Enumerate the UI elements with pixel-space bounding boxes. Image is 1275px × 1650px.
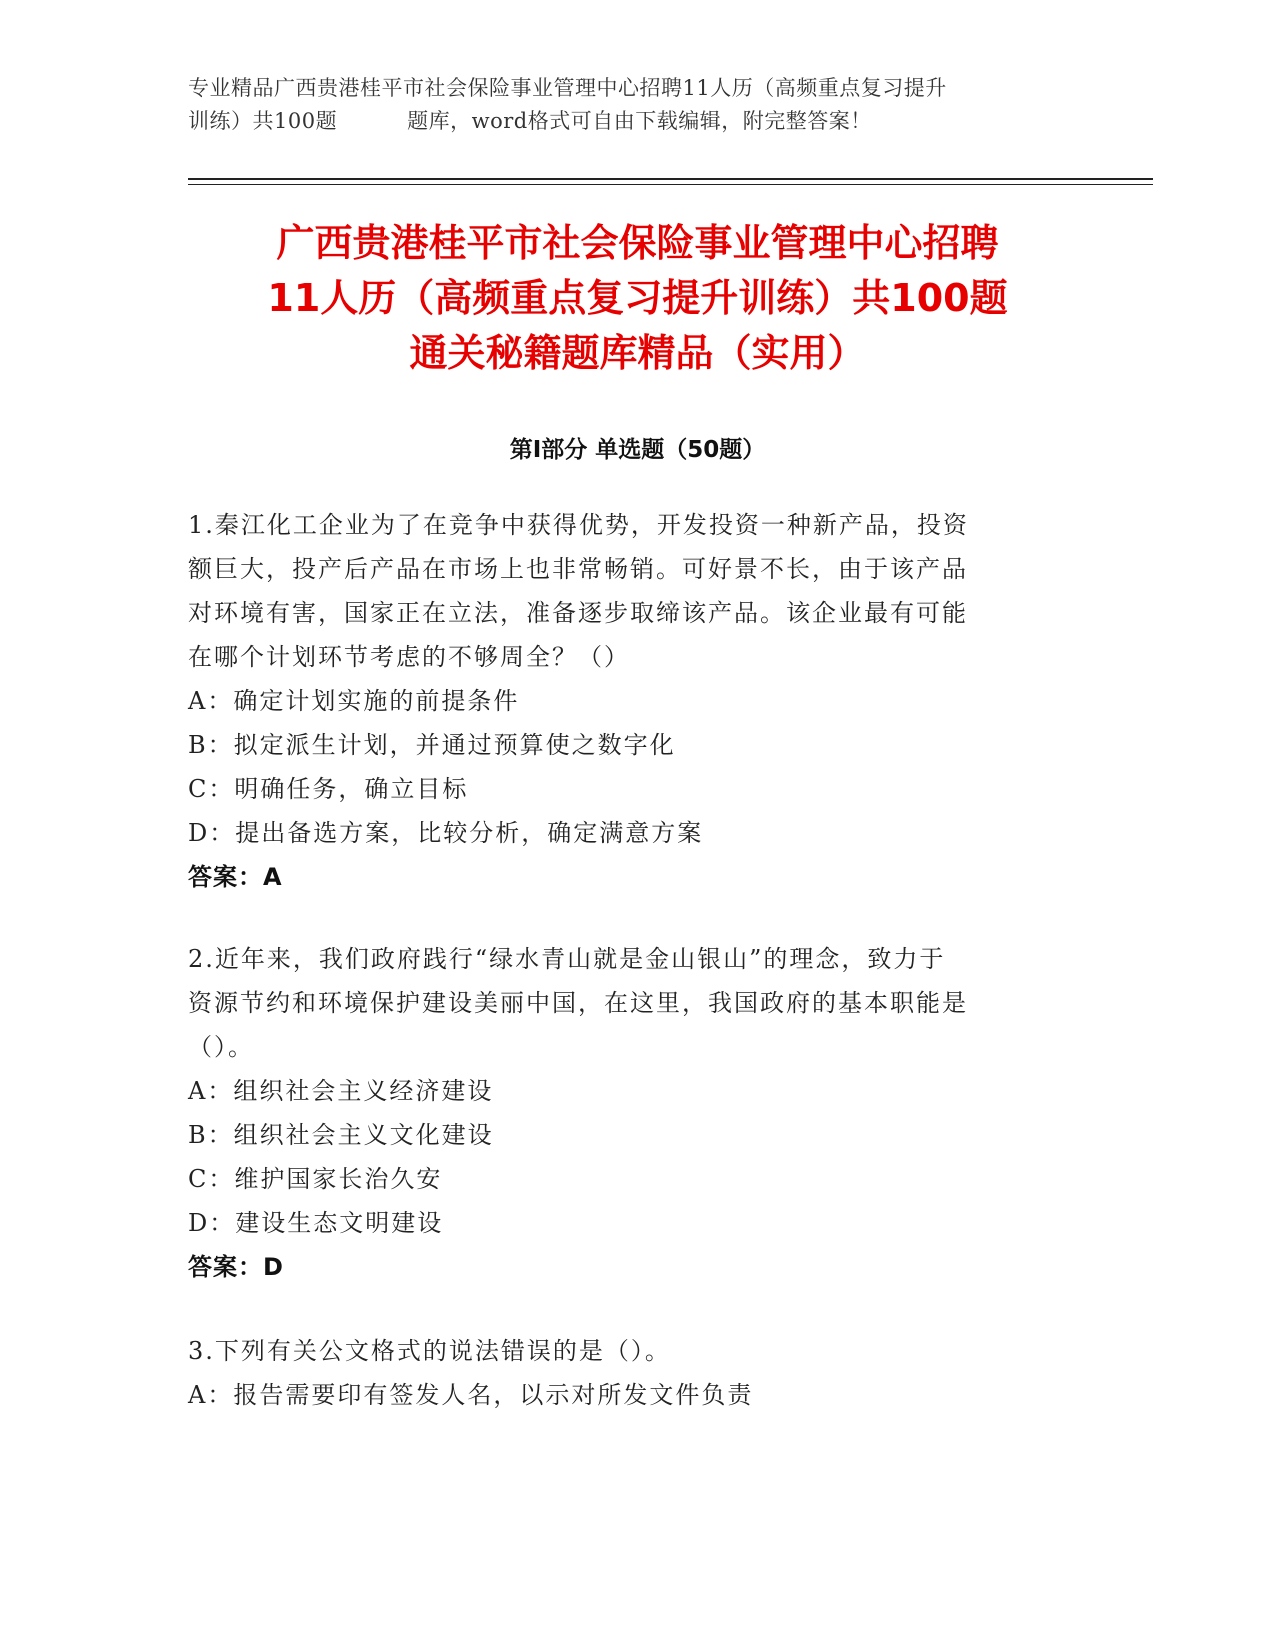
stem-line: （）。 — [188, 1033, 254, 1061]
option-a: A：报告需要印有签发人名，以示对所发文件负责 — [188, 1381, 754, 1409]
option-c: C：明确任务，确立目标 — [188, 775, 469, 803]
document-title — [150, 216, 1125, 381]
option-c: C：维护国家长治久安 — [188, 1165, 443, 1193]
stem-line: 资源节约和环境保护建设美丽中国，在这里，我国政府的基本职能是 — [188, 989, 968, 1017]
question-stem — [188, 1329, 1068, 1373]
stem-line: 对环境有害，国家正在立法，准备逐步取缔该产品。该企业最有可能 — [188, 599, 968, 627]
header-line-2 — [188, 105, 1068, 138]
question-stem — [188, 503, 1068, 679]
header-line-1: 专业精品广西贵港桂平市社会保险事业管理中心招聘11人历（高频重点复习提升 — [188, 76, 947, 100]
header-line-2a: 训练）共100题 — [188, 109, 338, 133]
stem-line: 3.下列有关公文格式的说法错误的是（）。 — [188, 1337, 671, 1365]
header-rule-thin — [188, 184, 1153, 185]
title-line-2: 11人历（高频重点复习提升训练）共100题 — [267, 276, 1008, 320]
header-rule-thick — [188, 178, 1153, 180]
section-title: 第Ⅰ部分 单选题（50题） — [509, 437, 766, 463]
stem-line: 1.秦江化工企业为了在竞争中获得优势，开发投资一种新产品，投资 — [188, 511, 969, 539]
option-b: B：拟定派生计划，并通过预算使之数字化 — [188, 731, 676, 759]
answer: 答案：A — [188, 863, 283, 891]
page-header — [188, 72, 1068, 138]
option-b: B：组织社会主义文化建设 — [188, 1121, 494, 1149]
stem-line: 在哪个计划环节考虑的不够周全？（） — [188, 643, 630, 671]
question-2 — [188, 937, 1068, 1289]
option-a: A：确定计划实施的前提条件 — [188, 687, 520, 715]
question-stem — [188, 937, 1068, 1069]
title-line-3: 通关秘籍题库精品（实用） — [409, 331, 866, 375]
header-line-2b: 题库，word格式可自由下载编辑，附完整答案！ — [407, 109, 872, 133]
question-1 — [188, 503, 1068, 899]
title-line-1: 广西贵港桂平市社会保险事业管理中心招聘 — [276, 221, 999, 265]
option-d: D：提出备选方案，比较分析，确定满意方案 — [188, 819, 704, 847]
stem-line: 额巨大，投产后产品在市场上也非常畅销。可好景不长，由于该产品 — [188, 555, 968, 583]
question-3 — [188, 1329, 1068, 1417]
option-a: A：组织社会主义经济建设 — [188, 1077, 494, 1105]
stem-line: 2.近年来，我们政府践行“绿水青山就是金山银山”的理念，致力于 — [188, 945, 946, 973]
answer: 答案：D — [188, 1253, 284, 1281]
option-d: D：建设生态文明建设 — [188, 1209, 444, 1237]
